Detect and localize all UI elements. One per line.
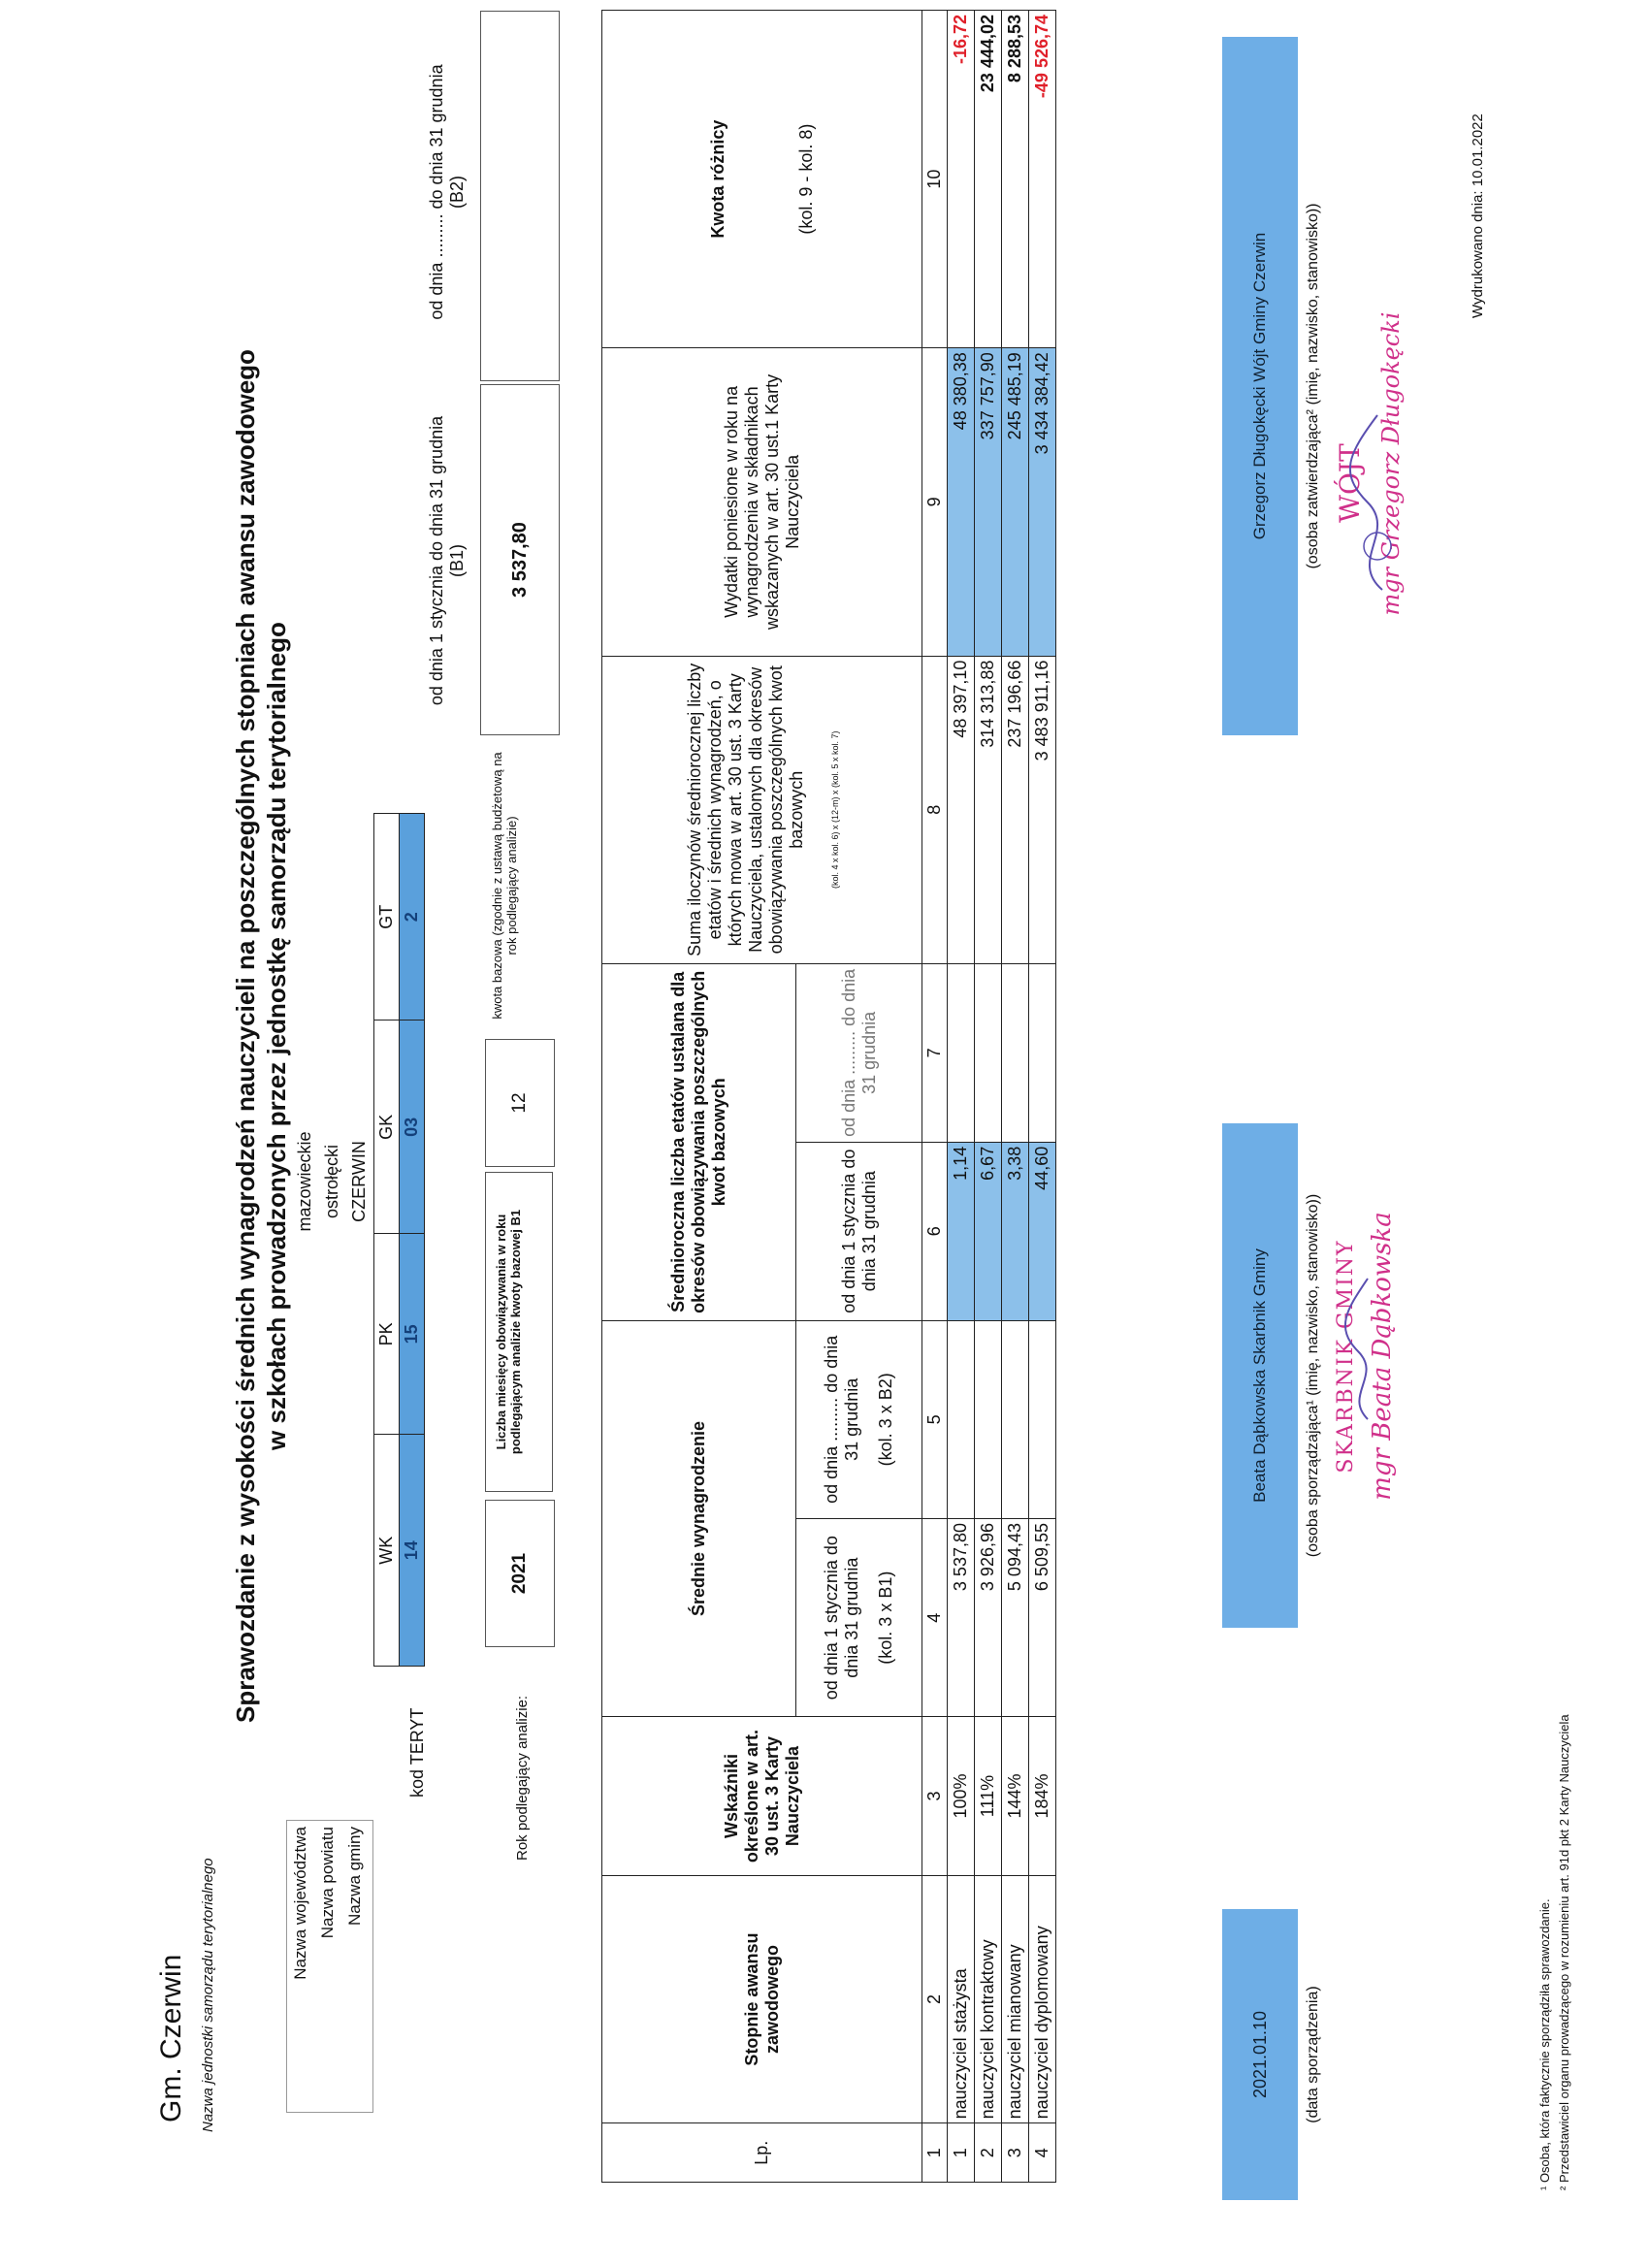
row-wydatki: 48 380,38 — [948, 348, 975, 656]
row-sr-a: 3 537,80 — [948, 1519, 975, 1717]
header-et-b: od dnia ......... do dnia 31 grudnia — [796, 963, 922, 1142]
label-voivodeship: Nazwa województwa — [291, 1827, 309, 1980]
approver-caption: (osoba zatwierdzająca² (imię, nazwisko, stanowisko)) — [1305, 203, 1321, 569]
col-number: 3 — [922, 1717, 948, 1875]
printed-date: Wydrukowano dnia: 10.01.2022 — [1470, 113, 1486, 318]
year-label: Rok podlegający analizie: — [514, 1695, 531, 1861]
months-value: 12 — [485, 1039, 555, 1167]
row-et-a: 1,14 — [948, 1142, 975, 1320]
row-lp: 3 — [1002, 2123, 1029, 2183]
table-row — [1029, 11, 1056, 2183]
value-commune: CZERWIN — [349, 1141, 369, 1222]
header-roznica-formula: (kol. 9 - kol. 8) — [795, 123, 816, 235]
col-number: 1 — [922, 2123, 948, 2183]
row-wydatki: 3 434 384,42 — [1029, 348, 1056, 656]
teryt-value-gt: 2 — [400, 814, 425, 1021]
report-subtitle: w szkołach prowadzonych przez jednostkę samorządu terytorialnego — [262, 622, 291, 1450]
row-stopien: nauczyciel stażysta — [948, 1875, 975, 2123]
location-box — [286, 1820, 373, 2113]
teryt-value-wk: 14 — [400, 1435, 425, 1667]
col-number: 4 — [922, 1519, 948, 1717]
col-number: 9 — [922, 348, 948, 656]
months-label: Liczba miesięcy obowiązywania w roku podlegającym analizie kwoty bazowej B1 — [485, 1172, 553, 1492]
header-srednie: Średnie wynagrodzenie — [602, 1320, 796, 1717]
date-caption: (data sporządzenia) — [1305, 1986, 1321, 2123]
col-number: 6 — [922, 1142, 948, 1320]
signature-preparer — [1339, 1269, 1387, 1424]
col-number: 10 — [922, 11, 948, 348]
row-lp: 2 — [975, 2123, 1002, 2183]
preparer-caption: (osoba sporządzająca¹ (imię, nazwisko, stanowisko)) — [1305, 1193, 1321, 1558]
row-et-a: 6,67 — [975, 1142, 1002, 1320]
header-sr-b-formula: (kol. 3 x B2) — [876, 1373, 895, 1467]
teryt-value-gk: 03 — [400, 1021, 425, 1234]
stamp-skarbnik: SKARBNIK GMINY — [1334, 1239, 1358, 1474]
footnote-1: ¹ Osoba, która faktycznie sporządziła sprawozdanie. — [1537, 1898, 1552, 2190]
row-sr-b — [948, 1320, 975, 1518]
header-et-a: od dnia 1 stycznia do dnia 31 grudnia — [796, 1142, 922, 1320]
header-sr-b — [796, 1320, 922, 1518]
unit-name: Gm. Czerwin — [155, 1954, 187, 2122]
column-number-row — [922, 11, 948, 2183]
row-roznica: 8 288,53 — [1002, 11, 1029, 348]
table-row — [975, 11, 1002, 2183]
salary-table — [601, 10, 1056, 2183]
row-suma: 48 397,10 — [948, 656, 975, 963]
row-wydatki: 245 485,19 — [1002, 348, 1029, 656]
base-b1-value: 3 537,80 — [480, 384, 560, 735]
label-county: Nazwa powiatu — [318, 1827, 337, 1939]
row-suma: 3 483 911,16 — [1029, 656, 1056, 963]
teryt-header-gk: GK — [374, 1021, 400, 1234]
teryt-table — [373, 813, 425, 1667]
row-stopien: nauczyciel mianowany — [1002, 1875, 1029, 2123]
header-lp: Lp. — [602, 2123, 922, 2183]
report-title: Sprawozdanie z wysokości średnich wynagrodzeń nauczycieli na poszczególnych stopniach awansu zawodowego — [231, 349, 260, 1723]
row-wydatki: 337 757,90 — [975, 348, 1002, 656]
value-county: ostrołęcki — [322, 1144, 341, 1219]
stamp-wojt-name: mgr Grzegorz Długokęcki — [1377, 311, 1405, 616]
signature-approver — [1343, 405, 1402, 599]
row-roznica: -16,72 — [948, 11, 975, 348]
date-field: 2021.01.10 — [1222, 1909, 1298, 2200]
header-suma-text: Suma iloczynów średniorocznej liczby etatów i średnich wynagrodzeń, o których mowa w art. 30 ust. 3 Karty Nauczyciela, ustalonych dla okresów obowiązywania poszczególnych kwot bazowych — [684, 663, 806, 956]
row-roznica: 23 444,02 — [975, 11, 1002, 348]
row-sr-b — [1002, 1320, 1029, 1518]
period-b1: od dnia 1 stycznia do dnia 31 grudnia (B1) — [427, 415, 467, 706]
teryt-header-pk: PK — [374, 1234, 400, 1435]
row-sr-a: 3 926,96 — [975, 1519, 1002, 1717]
header-roznica-text: Kwota różnicy — [707, 119, 728, 239]
row-wskaznik: 144% — [1002, 1717, 1029, 1875]
col-number: 2 — [922, 1875, 948, 2123]
row-et-b — [1029, 963, 1056, 1142]
stamp-wojt: WÓJT — [1334, 443, 1366, 523]
header-etaty: Średnioroczna liczba etatów ustalana dla okresów obowiązywania poszczególnych kwot bazowych — [602, 963, 796, 1320]
row-suma: 314 313,88 — [975, 656, 1002, 963]
row-et-b — [975, 963, 1002, 1142]
base-label: kwota bazowa (zgodnie z ustawą budżetową na rok podlegający analizie) — [490, 752, 519, 1020]
row-wskaznik: 100% — [948, 1717, 975, 1875]
row-roznica: -49 526,74 — [1029, 11, 1056, 348]
row-wskaznik: 111% — [975, 1717, 1002, 1875]
location-values — [291, 1085, 372, 1279]
row-wskaznik: 184% — [1029, 1717, 1056, 1875]
base-b2-box — [480, 11, 560, 381]
preparer-field: Beata Dąbkowska Skarbnik Gminy — [1222, 1123, 1298, 1628]
header-sr-b-text: od dnia ......... do dnia 31 grudnia — [822, 1335, 861, 1504]
row-et-b — [948, 963, 975, 1142]
row-et-b — [1002, 963, 1029, 1142]
header-sr-a — [796, 1519, 922, 1717]
teryt-value-pk: 15 — [400, 1234, 425, 1435]
stamp-skarbnik-name: mgr Beata Dąbkowska — [1368, 1212, 1397, 1501]
teryt-header-gt: GT — [374, 814, 400, 1021]
table-row — [1002, 11, 1029, 2183]
header-suma-formula: (kol. 4 x kol. 6) x (12-m) x (kol. 5 x kol. 7) — [829, 730, 840, 890]
row-et-a: 44,60 — [1029, 1142, 1056, 1320]
row-sr-b — [975, 1320, 1002, 1518]
row-suma: 237 196,66 — [1002, 656, 1029, 963]
year-value: 2021 — [485, 1500, 555, 1647]
col-number: 7 — [922, 963, 948, 1142]
header-suma — [602, 656, 922, 963]
footnote-2: ² Przedstawiciel organu prowadzącego w rozumieniu art. 91d pkt 2 Karty Nauczyciela — [1557, 1714, 1571, 2190]
row-stopien: nauczyciel dyplomowany — [1029, 1875, 1056, 2123]
row-sr-a: 5 094,43 — [1002, 1519, 1029, 1717]
header-stopnie: Stopnie awansu zawodowego — [602, 1875, 922, 2123]
header-roznica — [602, 11, 922, 348]
unit-caption: Nazwa jednostki samorządu terytorialnego — [200, 1858, 216, 2132]
header-sr-a-formula: (kol. 3 x B1) — [876, 1571, 895, 1665]
col-number: 5 — [922, 1320, 948, 1518]
row-lp: 1 — [948, 2123, 975, 2183]
row-et-a: 3,38 — [1002, 1142, 1029, 1320]
row-stopien: nauczyciel kontraktowy — [975, 1875, 1002, 2123]
teryt-header-wk: WK — [374, 1435, 400, 1667]
approver-field: Grzegorz Długokęcki Wójt Gminy Czerwin — [1222, 37, 1298, 735]
label-commune: Nazwa gminy — [345, 1827, 364, 1927]
row-sr-b — [1029, 1320, 1056, 1518]
row-lp: 4 — [1029, 2123, 1056, 2183]
header-sr-a-text: od dnia 1 stycznia do dnia 31 grudnia — [822, 1536, 861, 1701]
row-sr-a: 6 509,55 — [1029, 1519, 1056, 1717]
teryt-label: kod TERYT — [407, 1707, 427, 1798]
period-b2: od dnia ......... do dnia 31 grudnia (B2) — [427, 64, 467, 320]
table-row — [948, 11, 975, 2183]
col-number: 8 — [922, 656, 948, 963]
header-wydatki: Wydatki poniesione w roku na wynagrodzenia w składnikach wskazanych w art. 30 ust.1 Karty Nauczyciela — [602, 348, 922, 656]
header-wskazniki: Wskaźniki określone w art. 30 ust. 3 Karty Nauczyciela — [602, 1717, 922, 1875]
value-voivodeship: mazowieckie — [295, 1131, 314, 1232]
